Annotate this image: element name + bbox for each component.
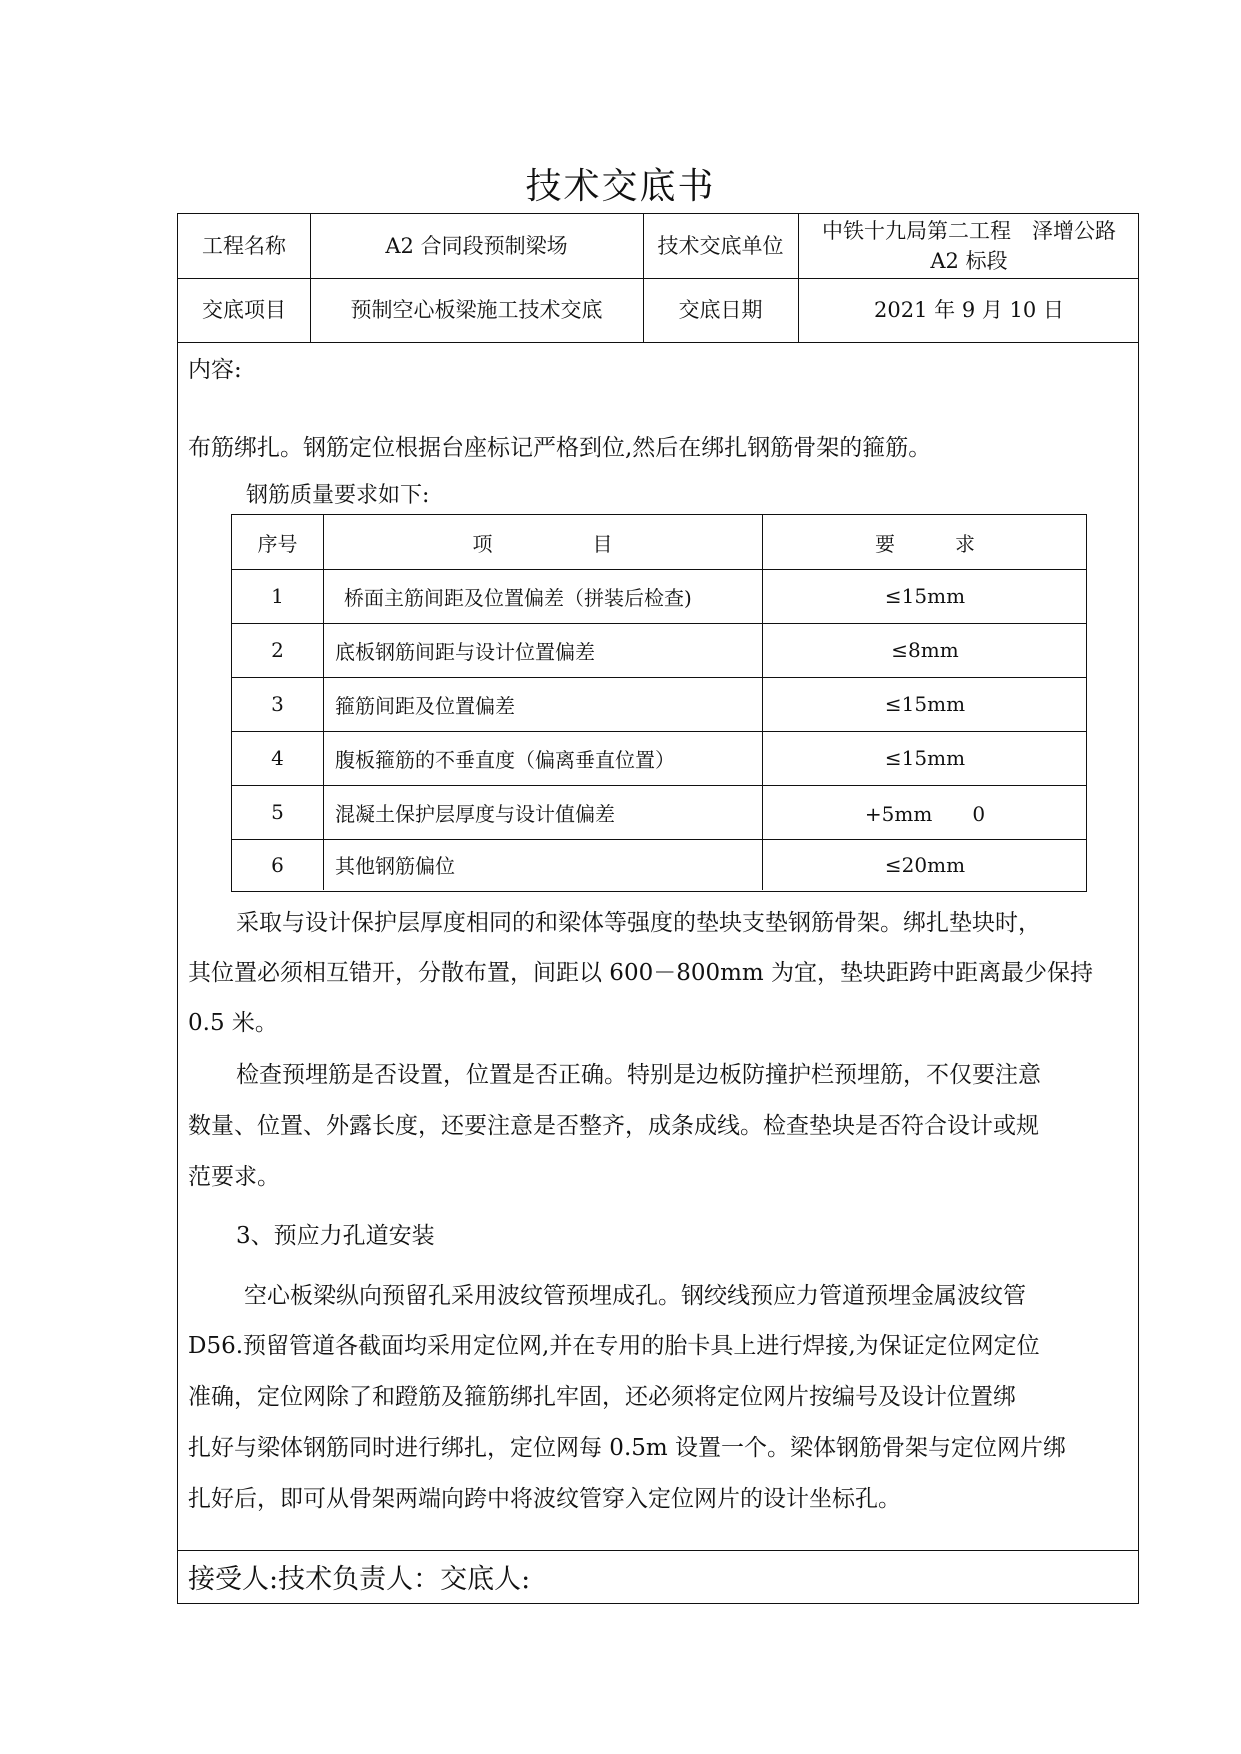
table-cell-requirement: ≤20mm	[884, 852, 966, 877]
paragraph-3-line-2: 数量、位置、外露长度，还要注意是否整齐，成条成线。检查垫块是否符合设计或规	[188, 1113, 1039, 1139]
date-value: 2021 年 9 月 10 日	[874, 298, 1064, 322]
paragraph-3-line-1: 检查预埋筋是否设置，位置是否正确。特别是边板防撞护栏预埋筋，不仅要注意	[236, 1062, 1041, 1088]
paragraph-2-line-3: 0.5 米。	[188, 1010, 278, 1036]
table-header-requirement: 要 求	[875, 531, 975, 556]
table-header-item: 项 目	[472, 531, 613, 556]
table-cell-requirement: +5mm 0	[864, 801, 986, 826]
unit-value	[798, 214, 1140, 278]
paragraph-4-line-2: D56.预留管道各截面均采用定位网,并在专用的胎卡具上进行焊接,为保证定位网定位	[188, 1333, 1040, 1359]
footer-divider	[178, 1550, 1138, 1551]
table-cell-requirement: ≤8mm	[891, 638, 959, 662]
paragraph-4-line-1: 空心板梁纵向预留孔采用波纹管预埋成孔。钢绞线预应力管道预埋金属波纹管	[244, 1283, 1026, 1309]
table-cell-requirement: ≤15mm	[884, 746, 966, 770]
table-cell-item: 桥面主筋间距及位置偏差（拼装后检查)	[344, 585, 692, 610]
project-name-label: 工程名称	[202, 234, 286, 258]
project-name-value: A2 合同段预制梁场	[385, 234, 568, 258]
table-cell-no: 2	[271, 638, 284, 662]
unit-value-line2: A2 标段	[930, 249, 1008, 273]
table-cell-item: 箍筋间距及位置偏差	[335, 693, 515, 718]
table-cell-item: 混凝土保护层厚度与设计值偏差	[335, 801, 615, 826]
table-cell-no: 6	[271, 852, 284, 877]
unit-label: 技术交底单位	[657, 234, 784, 258]
paragraph-4-line-5: 扎好后，即可从骨架两端向跨中将波纹管穿入定位网片的设计坐标孔。	[188, 1486, 901, 1512]
table-cell-no: 4	[271, 746, 284, 770]
table-cell-requirement: ≤15mm	[884, 692, 966, 716]
content-label: 内容:	[188, 357, 242, 383]
item-value: 预制空心板梁施工技术交底	[350, 298, 603, 322]
paragraph-2-line-2: 其位置必须相互错开，分散布置，间距以 600－800mm 为宜，垫块距跨中距离最少保持	[188, 960, 1094, 986]
paragraph-4-line-3: 准确，定位网除了和蹬筋及箍筋绑扎牢固，还必须将定位网片按编号及设计位置绑	[188, 1384, 1016, 1410]
table-cell-item: 其他钢筋偏位	[335, 854, 455, 878]
table-cell-no: 5	[271, 800, 284, 824]
content-paragraph-1: 布筋绑扎。钢筋定位根据台座标记严格到位,然后在绑扎钢筋骨架的箍筋。	[188, 435, 932, 461]
unit-value-line1: 中铁十九局第二工程 泽增公路	[822, 219, 1116, 243]
table-cell-requirement: ≤15mm	[884, 584, 966, 608]
paragraph-4-line-4: 扎好与梁体钢筋同时进行绑扎，定位网每 0.5m 设置一个。梁体钢筋骨架与定位网片绑	[188, 1435, 1067, 1461]
signature-line: 接受人:技术负责人：交底人:	[188, 1564, 531, 1595]
steel-quality-table	[231, 514, 1087, 892]
table-header-no: 序号	[257, 531, 298, 556]
table-cell-item: 腹板箍筋的不垂直度（偏离垂直位置）	[335, 747, 675, 772]
section-3-heading: 3、预应力孔道安装	[236, 1223, 435, 1249]
paragraph-3-line-3: 范要求。	[188, 1164, 280, 1190]
date-label: 交底日期	[678, 298, 763, 322]
document-title: 技术交底书	[525, 166, 716, 207]
table-cell-item: 底板钢筋间距与设计位置偏差	[335, 639, 595, 664]
form-frame	[177, 213, 1139, 1604]
item-label: 交底项目	[202, 298, 286, 322]
table-cell-no: 1	[271, 584, 284, 608]
table-cell-no: 3	[271, 692, 284, 716]
paragraph-2-line-1: 采取与设计保护层厚度相同的和梁体等强度的垫块支垫钢筋骨架。绑扎垫块时，	[236, 910, 1041, 936]
table-intro: 钢筋质量要求如下:	[246, 483, 430, 508]
header-bottom-divider	[178, 342, 1138, 343]
